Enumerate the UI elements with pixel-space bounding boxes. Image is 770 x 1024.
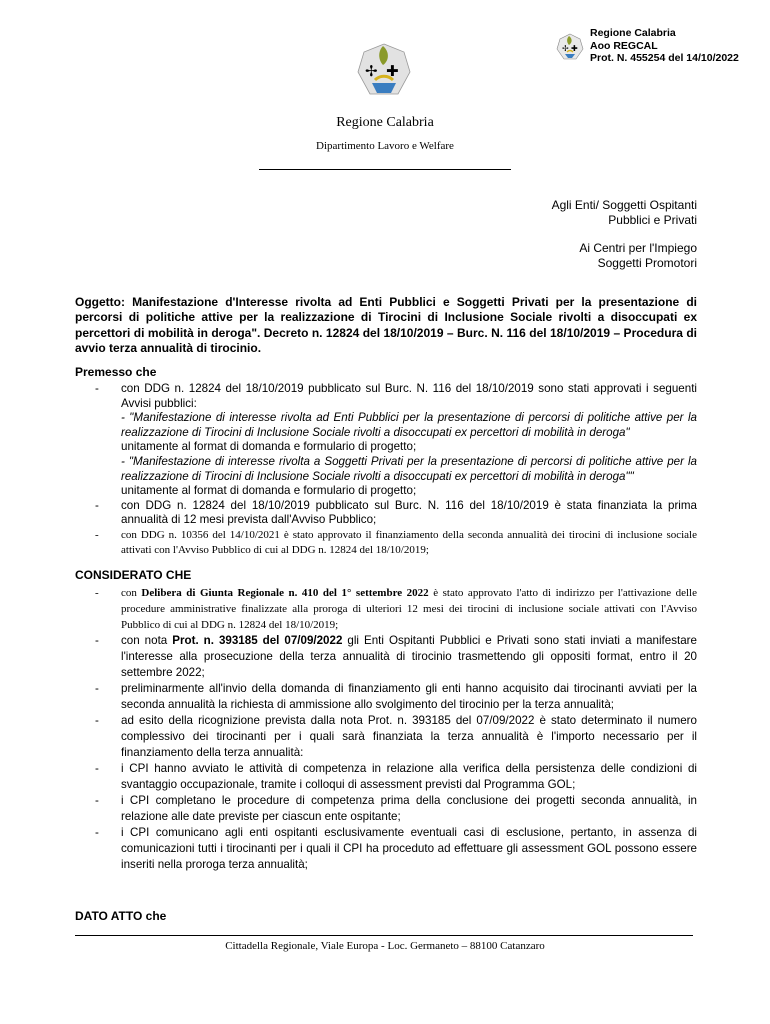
list-item-quote: - "Manifestazione di interesse rivolta ad Enti Pubblici per la presentazione di percorsi di politiche attive per la realizzazione di Tirocini di Inclusione Sociale rivolti a disoccupati ex percettori di mobilità in deroga" bbox=[121, 411, 697, 439]
svg-text:✢: ✢ bbox=[365, 62, 378, 80]
list-item-text: unitamente al format di domanda e formulario di progetto; bbox=[121, 484, 417, 498]
list-item bbox=[75, 585, 697, 633]
footer-address: Cittadella Regionale, Viale Europa - Loc. Germaneto – 88100 Catanzaro bbox=[225, 940, 545, 952]
footer-divider bbox=[75, 935, 693, 936]
considerato-list bbox=[75, 585, 697, 873]
list-item bbox=[75, 633, 697, 681]
list-item-text: i CPI hanno avviato le attività di competenza in relazione alla verifica della persistenza delle condizioni di svantaggio occupazionale, tramite i colloqui di assessment previsti dal Programma GOL; bbox=[121, 762, 697, 791]
list-item bbox=[75, 528, 697, 557]
list-item-text: preliminarmente all'invio della domanda di finanziamento gli enti hanno acquisito dai tirocinanti avviati per la seconda annualità la richiesta di ammissione allo svolgimento del tirocinio per la terza annualità; bbox=[121, 682, 697, 711]
list-item-text: con DDG n. 10356 del 14/10/2021 è stato approvato il finanziamento della seconda annualità dei tirocini di inclusione sociale attivati con l'Avviso Pubblico di cui al DDG n. 12824 del 18/10/2019; bbox=[121, 528, 697, 556]
letterhead-region: Regione Calabria bbox=[336, 115, 434, 130]
list-item-text: unitamente al format di domanda e formulario di progetto; bbox=[121, 440, 417, 454]
stamp-emblem-icon bbox=[556, 33, 584, 61]
premesso-list bbox=[75, 382, 697, 557]
svg-text:✚: ✚ bbox=[571, 44, 578, 53]
regional-emblem-icon bbox=[356, 42, 412, 100]
list-item-text: con bbox=[121, 587, 142, 599]
list-item-bold: Delibera di Giunta Regionale n. 410 del 1° settembre 2022 bbox=[141, 587, 429, 599]
list-item-bold: Prot. n. 393185 del 07/09/2022 bbox=[172, 634, 343, 647]
list-item bbox=[75, 793, 697, 825]
list-item bbox=[75, 761, 697, 793]
svg-text:✚: ✚ bbox=[386, 62, 399, 80]
considerato-heading: CONSIDERATO CHE bbox=[75, 568, 192, 582]
stamp-line-protocol: Prot. N. 455254 del 14/10/2022 bbox=[590, 52, 739, 64]
list-item bbox=[75, 713, 697, 761]
recipient-2 bbox=[552, 241, 697, 271]
recipients-block bbox=[552, 198, 697, 284]
recipient-line: Agli Enti/ Soggetti Ospitanti bbox=[551, 198, 697, 212]
list-item-text: ad esito della ricognizione prevista dalla nota Prot. n. 393185 del 07/09/2022 è stato determinato il numero complessivo dei tirocinanti per i quali sarà finanziata la terza annualità è l'importo necessario per il finanziamento della terza annualità: bbox=[121, 714, 697, 759]
list-item-quote: - "Manifestazione di interesse rivolta a Soggetti Privati per la presentazione di percorsi di politiche attive per la realizzazione di Tirocini di Inclusione Sociale rivolti a disoccupati ex percettori di mobilità in deroga"" bbox=[121, 454, 697, 483]
stamp-line-aoo: Aoo REGCAL bbox=[590, 39, 658, 52]
letterhead-department: Dipartimento Lavoro e Welfare bbox=[316, 140, 454, 152]
list-item-text: i CPI completano le procedure di competenza prima della conclusione dei progetti seconda annualità, in relazione alle date previste per ciascun ente ospitante; bbox=[121, 794, 697, 823]
recipient-line: Pubblici e Privati bbox=[608, 213, 697, 227]
list-item-text: i CPI comunicano agli enti ospitanti esclusivamente eventuali casi di esclusione, pertanto, in assenza di comunicazioni tutti i tirocinanti per i quali il CPI ha proceduto ad effettuare gli assessment GOL possono essere inseriti nella proroga terza annualità; bbox=[121, 826, 697, 871]
subject-paragraph: Oggetto: Manifestazione d'Interesse rivolta ad Enti Pubblici e Soggetti Privati per la presentazione di percorsi di politiche attive per la realizzazione di Tirocini di Inclusione Sociale rivolti a disoccupati ex percettori di mobilità in deroga". Decreto n. 12824 del 18/10/2019 – Burc. N. 116 del 18/10/2019 – Procedura di avvio terza annualità di tirocinio. bbox=[75, 295, 697, 356]
stamp-line-region: Regione Calabria bbox=[590, 27, 676, 39]
dato-atto-heading: DATO ATTO che bbox=[75, 909, 167, 923]
list-item bbox=[75, 825, 697, 873]
header-divider bbox=[259, 169, 511, 170]
premesso-heading: Premesso che bbox=[75, 365, 157, 379]
list-item bbox=[75, 499, 697, 528]
list-item-text: - con DDG n. 12824 del 18/10/2019 pubblicato sul Burc. N. 116 del 18/10/2019 sono stati approvati i seguenti Avvisi pubblici: bbox=[121, 382, 697, 410]
svg-text:✢: ✢ bbox=[562, 44, 569, 53]
list-item-text: gli Enti Ospitanti Pubblici e Privati sono stati inviati a manifestare l'interesse alla prosecuzione della terza annualità di tirocinio trasmettendo gli oppositi format, entro il 20 settembre 2022; bbox=[121, 634, 697, 679]
recipient-1 bbox=[552, 198, 697, 228]
list-item-text: con nota bbox=[121, 634, 173, 647]
list-item-text: con DDG n. 12824 del 18/10/2019 pubblicato sul Burc. N. 116 del 18/10/2019 è stata finanziata la prima annualità di 12 mesi prevista dall'Avviso Pubblico; bbox=[121, 498, 697, 527]
recipient-line: Soggetti Promotori bbox=[597, 256, 697, 270]
list-item bbox=[75, 382, 697, 499]
protocol-stamp bbox=[590, 27, 739, 65]
list-item-text: è stato approvato l'atto di indirizzo per l'attivazione delle procedure amministrative finalizzate alla proroga di ulteriori 12 mesi dei tirocini di inclusione sociale attivati con l'Avviso Pubblico di cui al DDG n. 12824 del 18/10/2019; bbox=[121, 587, 697, 631]
recipient-line: Ai Centri per l'Impiego bbox=[579, 241, 697, 255]
list-item bbox=[75, 681, 697, 713]
